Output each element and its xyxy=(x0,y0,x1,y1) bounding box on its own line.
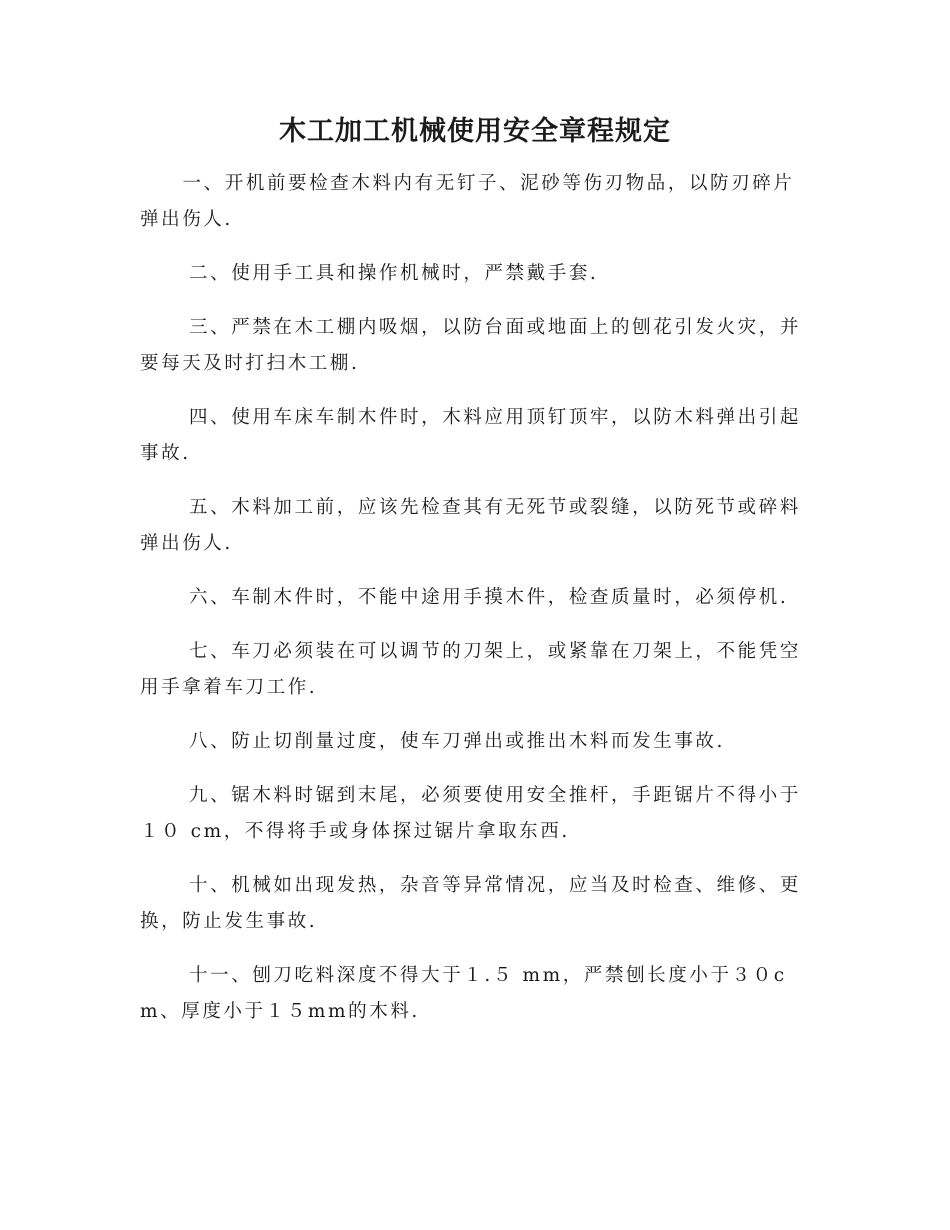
rule-paragraph-1: 一、开机前要检查木料内有无钉子、泥砂等伤刃物品，以防刃碎片弹出伤人. xyxy=(140,173,795,230)
rule-paragraph-5: 五、木料加工前，应该先检查其有无死节或裂缝，以防死节或碎料弹出伤人. xyxy=(140,497,801,554)
rule-paragraph-11: 十一、刨刀吃料深度不得大于１.５ mm，严禁刨长度小于３０cm、厚度小于１５mm的木料. xyxy=(140,965,787,1022)
rule-paragraph-6: 六、车制木件时，不能中途用手摸木件，检查质量时，必须停机. xyxy=(189,587,789,608)
document-body xyxy=(140,166,808,1048)
rule-paragraph-8: 八、防止切削量过度，使车刀弹出或推出木料而发生事故. xyxy=(189,731,725,752)
rule-paragraph-10: 十、机械如出现发热，杂音等异常情况，应当及时检查、维修、更换，防止发生事故. xyxy=(140,875,801,932)
rule-paragraph-7: 七、车刀必须装在可以调节的刀架上，或紧靠在刀架上，不能凭空用手拿着车刀工作. xyxy=(140,641,801,698)
document-title: 木工加工机械使用安全章程规定 xyxy=(279,116,671,147)
rule-paragraph-3: 三、严禁在木工棚内吸烟，以防台面或地面上的刨花引发火灾，并要每天及时打扫木工棚. xyxy=(140,317,801,374)
rule-paragraph-4: 四、使用车床车制木件时，木料应用顶钉顶牢，以防木料弹出引起事故. xyxy=(140,407,801,464)
rule-paragraph-9: 九、锯木料时锯到末尾，必须要使用安全推杆，手距锯片不得小于１０ cm，不得将手或身体探过锯片拿取东西. xyxy=(140,785,801,842)
rule-paragraph-2: 二、使用手工具和操作机械时，严禁戴手套. xyxy=(189,263,599,284)
